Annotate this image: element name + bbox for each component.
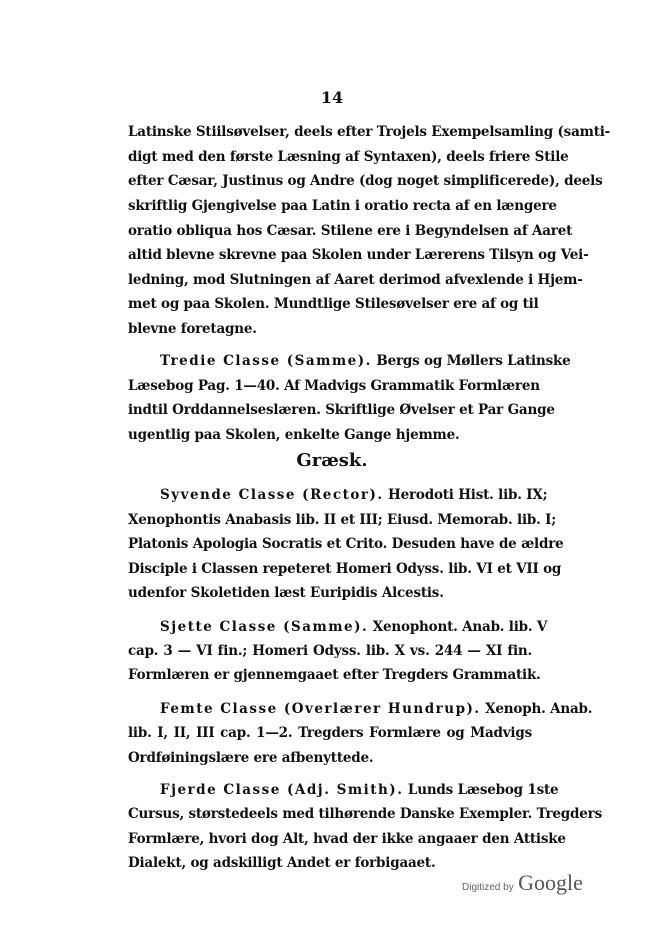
class-name: Fjerde Classe (Adj. Smith).	[160, 782, 404, 798]
google-watermark	[462, 870, 583, 896]
text-line: ugentlig paa Skolen, enkelte Gange hjemme.	[128, 427, 460, 443]
text: Bergs og Møllers Latinske	[376, 353, 571, 369]
text: Lunds Læsebog 1ste	[407, 782, 559, 798]
text-line: skriftlig Gjengivelse paa Latin i oratio recta af en længere	[128, 198, 557, 214]
text-line: met og paa Skolen. Mundtlige Stilesøvelser ere af og til	[128, 296, 539, 312]
text: Herodoti Hist. lib. IX;	[388, 487, 548, 503]
text-line: Formlære, hvori dog Alt, hvad der ikke angaaer den Attiske	[128, 831, 566, 847]
google-logo: Google	[518, 870, 583, 895]
text-line	[160, 781, 559, 799]
class-name: Femte Classe (Overlærer Hundrup).	[160, 701, 481, 717]
class-name: Sjette Classe (Samme).	[160, 619, 369, 635]
text-line: Formlæren er gjennemgaaet efter Tregders Grammatik.	[128, 667, 541, 683]
text-line: blevne foretagne.	[128, 321, 257, 337]
text-line: Platonis Apologia Socratis et Crito. Desuden have de ældre	[128, 536, 564, 552]
text-line	[160, 486, 548, 504]
text-line: efter Cæsar, Justinus og Andre (dog noget simplificerede), deels	[128, 173, 603, 189]
text: Xenophont. Anab. lib. V	[372, 619, 548, 635]
text-line: cap. 3 — VI fin.; Homeri Odyss. lib. X vs. 244 — XI fin.	[128, 643, 532, 659]
text-line: oratio obliqua hos Cæsar. Stilene ere i Begyndelsen af Aaret	[128, 223, 573, 239]
text-line	[160, 618, 548, 636]
page-number: 14	[320, 88, 344, 107]
text-line: Cursus, størstedeels med tilhørende Danske Exempler. Tregders	[128, 806, 602, 822]
text-line: indtil Orddannelseslæren. Skriftlige Øvelser et Par Gange	[128, 402, 555, 418]
class-name: Syvende Classe (Rector).	[160, 487, 384, 503]
text-line: altid blevne skrevne paa Skolen under Lærerens Tilsyn og Vei-	[128, 247, 589, 263]
text-line	[160, 700, 593, 718]
text-line: Disciple i Classen repeteret Homeri Odyss. lib. VI et VII og	[128, 561, 562, 577]
section-heading: Græsk.	[296, 450, 368, 471]
text-line: Ordføiningslære ere afbenyttede.	[128, 750, 374, 766]
text-line	[160, 352, 571, 370]
text-line: ledning, mod Slutningen af Aaret derimod afvexlende i Hjem-	[128, 272, 583, 288]
text-line: udenfor Skoletiden læst Euripidis Alcestis.	[128, 585, 444, 601]
text: Xenoph. Anab.	[485, 701, 593, 717]
text-line: Latinske Stiilsøvelser, deels efter Trojels Exempelsamling (samti-	[128, 124, 611, 140]
watermark-prefix: Digitized by	[462, 882, 514, 893]
class-name: Tredie Classe (Samme).	[160, 353, 372, 369]
text-line: lib. I, II, III cap. 1—2. Tregders Formlære og Madvigs	[128, 725, 532, 741]
text-line: Læsebog Pag. 1—40. Af Madvigs Grammatik Formlæren	[128, 378, 540, 394]
text-line: digt med den første Læsning af Syntaxen), deels friere Stile	[128, 149, 569, 165]
text-line: Dialekt, og adskilligt Andet er forbigaaet.	[128, 855, 436, 871]
text-line: Xenophontis Anabasis lib. II et III; Eiusd. Memorab. lib. I;	[128, 512, 557, 528]
